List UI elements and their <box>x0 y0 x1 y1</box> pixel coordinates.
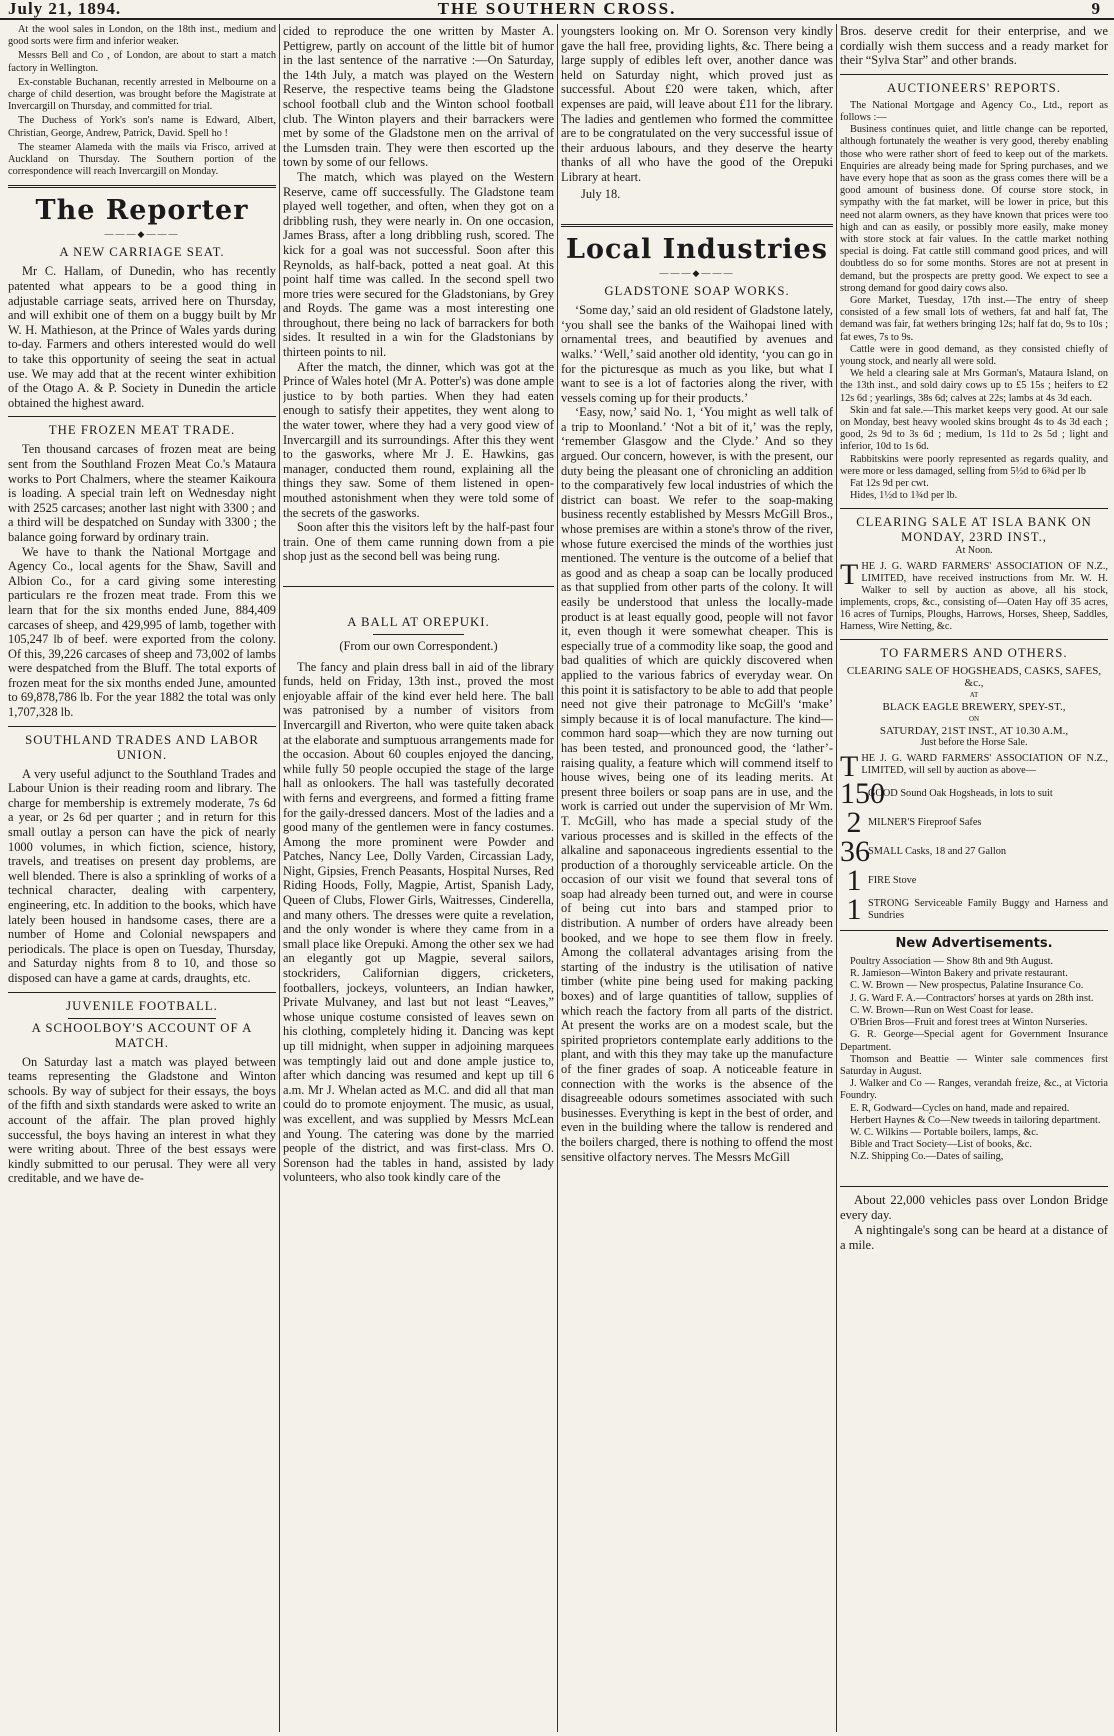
article-paragraph: Bros. deserve credit for their enterprise, and we cordially wish them success and a ready market for their “Sylva Star” and other brands. <box>840 24 1108 68</box>
bulletin: The steamer Alameda with the mails via Frisco, arrived at Auckland on Thursday. The Southern portion of the correspondence will reach Invercargill on Monday. <box>8 141 276 178</box>
divider <box>840 508 1108 509</box>
article-heading: A NEW CARRIAGE SEAT. <box>59 245 225 260</box>
column-rule <box>557 24 558 1732</box>
article-paragraph: After the match, the dinner, which was got at the Prince of Wales hotel (Mr A. Potter's) was done ample justice to by both parties. When they had eaten enough to satisfy their appetites, they went along to the water tower, where they had a very good view of Invercargill and its surroundings. After this they went to the gasworks, where Mr J. E. Hawkins, gas manager, conducted them round, explaining all the things they saw. Some of them listened in open-mouthed astonishment when they were told some of the secrets of the gasworks. <box>283 359 554 520</box>
report-paragraph: Hides, 1½d to 1¾d per lb. <box>850 490 958 502</box>
divider <box>373 634 464 635</box>
ad-item: Bible and Tract Society—List of books, &c. <box>850 1139 1032 1151</box>
article-heading: SOUTHLAND TRADES AND LABOR UNION. <box>25 732 259 762</box>
divider <box>840 1186 1108 1187</box>
lot-qty: 1 <box>846 893 862 927</box>
ad-item: C. W. Brown—Run on West Coast for lease. <box>850 1004 1034 1016</box>
bulletin: The Duchess of York's son's name is Edward, Albert, Christian, George, Andrew, Patrick, David. Spell ho ! <box>8 115 276 139</box>
divider <box>8 416 276 417</box>
lot-desc: SMALL Casks, 18 and 27 Gallon <box>868 846 1007 858</box>
column-rule <box>836 24 837 1732</box>
notice-note: Just before the Horse Sale. <box>920 737 1028 749</box>
report-paragraph: Gore Market, Tuesday, 17th inst.—The entry of sheep consisted of a few small lots of wethers, fat and half fat, The demand was fair, fat wethers bringing 12s; half fat do, 9s to 10s ; fat ewes, 7s to 9s. <box>840 295 1108 343</box>
article-subheading: A SCHOOLBOY'S ACCOUNT OF A MATCH. <box>31 1020 253 1050</box>
lot-qty: 150 <box>840 777 885 811</box>
divider <box>8 185 276 188</box>
notice-text: HE J. G. WARD FARMERS' ASSOCIATION OF N.Z., LIMITED, will sell by auction as above— <box>861 753 1108 777</box>
column-2 <box>283 24 554 1732</box>
lot-desc: STRONG Serviceable Family Buggy and Harness and Sundries <box>868 898 1108 922</box>
newspaper-title: THE SOUTHERN CROSS. <box>437 0 677 18</box>
lot-item <box>840 893 1108 927</box>
notice-on: ON <box>968 715 980 724</box>
filler-item: A nightingale's song can be heard at a distance of a mile. <box>840 1222 1108 1252</box>
column-4 <box>840 24 1108 1732</box>
correspondent-line: (From our own Correspondent.) <box>339 638 498 653</box>
lot-qty: 36 <box>840 835 870 869</box>
notice-time: At Noon. <box>955 545 993 557</box>
bulletin: At the wool sales in London, on the 18th inst., medium and good sorts were firm and inferior weaker. <box>8 24 276 48</box>
article-heading: GLADSTONE SOAP WORKS. <box>604 284 790 299</box>
report-paragraph: Skin and fat sale.—This market keeps very good. At our sale on Monday, best heavy wooled skins brought 4s to 4s 3d each ; good, 2s 9d to 3s 6d ; medium, 1s 11d to 2s 5d ; light and inferior, 10d to 1s 6d. <box>840 404 1108 453</box>
new-ads-heading: New Advertisements. <box>895 936 1053 952</box>
article-heading: THE FROZEN MEAT TRADE. <box>48 423 236 438</box>
report-paragraph: Business continues quiet, and little change can be reported, although fortunately the weather is very good, thereby enabling those who were rather short of feed to keep out of the markets. Enquiries are already being made for Spring purchases, and we have every hope that as soon as the grass comes there will be a good amount of business done. Of course store stock, in sympathy with the fat market, will be lower in price, but this need not alarm owners, as they have known that prices were too high and can as easily, or possibly more easily, make money with store stock at fair values. In the cattle market nothing special is doing. Fat cattle still command good prices, and will doubtless do so for some months. Stores are not at present in demand, but the prospects are pretty good. We expect to see a strong demand for good dairy cows also. <box>840 124 1108 294</box>
report-paragraph: Rabbitskins were poorly represented as regards quality, and were more or less damaged, selling from 5½d to 6¾d per lb <box>840 453 1108 477</box>
filler-items <box>840 1193 1108 1253</box>
divider <box>561 224 833 227</box>
report-paragraph: The National Mortgage and Agency Co., Ltd., report as follows :— <box>840 99 1108 123</box>
lot-qty: 1 <box>846 864 862 898</box>
filler-item: About 22,000 vehicles pass over London Bridge every day. <box>840 1192 1108 1222</box>
lot-item <box>840 806 1108 840</box>
masthead <box>0 0 1114 20</box>
article-heading: A BALL AT OREPUKI. <box>347 614 490 629</box>
lot-item <box>840 777 1108 811</box>
article-paragraph: Soon after this the visitors left by the half-past four train. One of them came running down from a pie shop just as the second bell was being rung. <box>283 520 554 564</box>
lot-desc: MILNER'S Fireproof Safes <box>868 817 982 829</box>
column-3 <box>561 24 833 1732</box>
column-rule <box>279 24 280 1732</box>
article-paragraph: The fancy and plain dress ball in aid of the library funds, held on Friday, 13th inst., proved the most enjoyable affair of the kind ever held here. The ball was patronised by a number of visitors from Invercargill and Riverton, who were quite taken aback at the elaborate and sumptuous arrangements made for the occasion. About 60 couples enjoyed the dancing, while fully 50 people occupied the stage of the large hall as onlookers. The hall was tastefully decorated with ferns and evergreens, and formed a fitting frame for the gaily-dressed dancers. Most of the ladies and a good many of the gentlemen were in fancy costumes. Among the more prominent were Powder and Patches, Nancy Lee, Dolly Varden, Circassian Lady, Night, Gipsies, French Peasants, Hospital Nurses, Red Riding Hoods, Folly, Magpie, Artist, Spanish Lady, Queen of Clubs, Flower Girls, Waitresses, Cinderella, and many others. The dresses were quite a revelation, and the only wonder is where they came from in a small place like Orepuki. Among the other sex we had an elegantly got up Magpie, several sailors, stockriders, Californian diggers, cricketers, footballers, jockeys, volunteers, an Indian hawker, Private Mulvaney, and last but not least “Leaves,” whose unique costume consisted of leaves sewn on his clothing, completely hiding it. Dancing was kept up till midnight, when supper in adjoining marquees was temptingly laid out and done ample justice to, after which dancing was resumed and kept up till 6 a.m. Mr J. Whelan acted as M.C. and did all that man could do to promote enjoyment. The music, as usual, was excellent, and was supplied by Messrs McLean and Young. The catering was done by the married people of the district, and was first-class. Mrs O. Sorenson had the tables in hand, assisted by lady volunteers, who also took kindly care of the <box>283 659 554 1185</box>
article-paragraph: youngsters looking on. Mr O. Sorenson very kindly gave the hall free, providing lights, &c. There being a large supply of edibles left over, another dance was held on Saturday night, which proved just as successful. About £20 were taken, which, after expenses are paid, will leave about £11 for the library. The ladies and gentlemen who formed the committee are to be congratulated on the very successful issue of their arduous labours, and they deserve the hearty thanks of all who have the good of the Orepuki Library at heart. <box>561 24 833 184</box>
notice-text: HE J. G. WARD FARMERS' ASSOCIATION OF N.Z., LIMITED, have received instructions from Mr. W. H. Walker to sell by auction as above, all his stock, implements, crops, &c., consisting of—Oaten Hay off 35 acres, 16 acres of Turnips, Ploughs, Harrows, Horses, Sheep, Saddles, Harness, Wire Netting, &c. <box>840 561 1108 633</box>
ad-item: W. C. Wilkins — Portable boilers, lamps, &c. <box>850 1126 1039 1138</box>
article-paragraph: A very useful adjunct to the Southland Trades and Labour Union is their reading room and library. The charge for membership is extremely moderate, 7s 6d a year, or 2s 6d per quarter ; and in return for this small outlay a person can have the pick of nearly 1000 volumes, in which fiction, science, history, travels, and treatises on present day problems, are well blended. There is also a sprinkling of works of a technical character, dealing with carpentery, engineering, etc. In addition to the books, which have lately been housed in handsome cases, there are a number of Home and Colonial newspapers and periodicals. The place is open on Tuesday, Thursday, and Saturday nights from 8 to 10, and those so disposed can have a game at cards, draughts, etc. <box>8 766 276 985</box>
lot-item <box>840 835 1108 869</box>
section-title-local-industries: Local Industries <box>566 234 828 266</box>
article-heading: TO FARMERS AND OTHERS. <box>880 646 1068 661</box>
article-heading: JUVENILE FOOTBALL. <box>66 998 218 1013</box>
ad-item: Thomson and Beattie — Winter sale commences first Saturday in August. <box>840 1053 1108 1077</box>
ad-item: Herbert Haynes & Co—New tweeds in tailoring department. <box>850 1114 1101 1126</box>
report-paragraph: Cattle were in good demand, as they consisted chiefly of young stock, and nearly all were sold. <box>840 343 1108 368</box>
spacer <box>840 1164 1108 1180</box>
article-paragraph: ‘Some day,’ said an old resident of Gladstone lately, ‘you shall see the banks of the Waihopai lined with ornamental trees, and beautified by avenues and walks.’ ‘Well,’ said another old identity, ‘you can go in for the picturesque as much as you like, but what I want to see is a lot of factories along the river, with vessels coming up for their products.’ <box>561 303 833 405</box>
issue-date: July 21, 1894. <box>8 0 122 18</box>
ad-item: E. R, Godward—Cycles on hand, made and repaired. <box>850 1102 1070 1114</box>
section-title-reporter: The Reporter <box>35 195 249 227</box>
ornament-divider: ———◆——— <box>104 229 180 240</box>
article-dateline: July 18. <box>581 186 621 201</box>
article-paragraph: ‘Easy, now,’ said No. 1, ‘You might as well talk of a trip to Moonland.’ ‘Not a bit of it,’ was the reply, ‘remember Glasgow and the Clyde.’ And so they argued. Our concern, however, is with the present, our duty being the pleasant one of chronicling an addition to the comparatively few local industries of which the district can boast. We refer to the soap-making business recently established by Messrs McGill Bros., whose premises are within a stone's throw of the river, whose future exercised the minds of the worthies just mentioned. The venture is the outcome of a belief that as good and as cheap a soap can be locally produced as that supplied from other parts of the colony. It will easily be understood that unless the locally-made product is at least equally good, people will not favor it, even though it were somewhat cheaper. This is especially true of a commodity like soap, the good and bad qualities of which are quickly discovered when applied to the various fabrics of everyday wear. On this point it is satisfactory to be able to add that people need not give their patronage to McGill's ‘make’ simply because it is of local manufacture. The kind—common hard soap—which they are now turning out has been tested, and pronounced good, the ‘lather’-raising quality, a feature which will commend itself to house wives, being one of its leading merits. At present three boilers or soap pans are in use, and the work is carried out under the supervision of Mr Wm. T. McGill, who has made a special study of the various processes and is skilled in the effects of the alkaline and saponaceous ingredients essential to the production of a thoroughly serviceable article. On the occasion of our visit we found that several tons of soap had already been turned out, and were in course of being cut into bars and stamped prior to distribution. A number of orders have already been booked, and we hope to see them flow in freely. Among the collateral advantages arising from the starting of the industry is the utilisation of native timber (white pine being used for making packing boxes) and of large quantities of tallow, supplies of which reach the factory from all parts of the district. At present the works are on a modest scale, but the spirited proprietors contemplate early additions to the plant, and with this they may take up the manufacture of the finer grades of soap. A noticeable feature in connection with the works is the absence of the disagreeable odours sometimes associated with such businesses. Everything is kept in the best of order, and even in the building where the tallow is rendered and the boilers charged, there is nothing to offend the most sensitive olfactory nerves. The Messrs McGill <box>561 405 833 1164</box>
ad-item: O'Brien Bros—Fruit and forest trees at Winton Nurseries. <box>850 1017 1088 1029</box>
notice-at: AT <box>969 691 979 700</box>
spacer <box>283 564 554 580</box>
lot-desc: FIRE Stove <box>868 875 917 887</box>
article-paragraph: cided to reproduce the one written by Master A. Pettigrew, partly on account of the little bit of humor in the last sentence of the narrative :—On Saturday, the 14th July, a match was played on the Western Reserve, the respective teams being the Gladstone school football club and the Winton school football club. The Winton players and their barrackers were met by some of the Gladstone men on the arrival of the Lumsden train. They were then escorted up the town by some of our fellows. <box>283 24 554 170</box>
notice-date: SATURDAY, 21ST INST., AT 10.30 A.M., <box>879 725 1069 738</box>
lot-list <box>840 777 1108 927</box>
ad-item: J. Walker and Co — Ranges, verandah freize, &c., at Victoria Foundry. <box>840 1078 1108 1102</box>
article-paragraph: The match, which was played on the Western Reserve, came off successfully. The Gladstone team played well together, and often, when they got on a dribbling rush, they were nearly in. On one occasion, James Brass, after a long dribbling rush, scored. The kick for a goal was not successful. Soon after this Reynolds, as half-back, potted a neat goal. At this point half time was called. In the second spell two more tries were secured for the Gladstonians, by Grey and Royds. The game was a most interesting one throughout, there being no lack of barrackers for both sides. It resulted in a win for the Gladstonians by thirteen points to nil. <box>283 169 554 360</box>
divider <box>840 74 1108 75</box>
lot-desc: GOOD Sound Oak Hogsheads, in lots to suit <box>868 788 1053 800</box>
ad-item: R. Jamieson—Winton Bakery and private restaurant. <box>850 968 1068 980</box>
ad-item: Poultry Association — Show 8th and 9th August. <box>850 956 1054 968</box>
divider <box>840 639 1108 640</box>
bulletin: Messrs Bell and Co , of London, are about to start a match factory in Wellington. <box>8 50 276 74</box>
column-1 <box>8 24 276 1732</box>
spacer <box>283 593 554 609</box>
divider <box>840 930 1108 931</box>
ad-item: G. R. George—Special agent for Government Insurance Department. <box>840 1029 1108 1053</box>
notice-title: CLEARING SALE OF HOGSHEADS, CASKS, SAFES, &c., <box>846 665 1102 690</box>
article-paragraph: Mr C. Hallam, of Dunedin, who has recently patented what appears to be a good thing in adjustable carriage seats, arrived here on Thursday, and will exhibit one of them on a buggy built by Mr W. H. Mathieson, at the Prince of Wales yards during to-day. Farmers and others interested would do well to take this opportunity of seeing the seat in actual use. We may add that at the recent winter exhibition of the Otago A. & P. Society in Dunedin the article obtained the highest award. <box>8 264 276 410</box>
clearing-sale-notice <box>840 515 1108 633</box>
notice-body <box>840 750 1108 784</box>
drop-cap: T <box>840 558 859 592</box>
ornament-divider: ———◆——— <box>659 268 735 279</box>
divider <box>8 726 276 727</box>
report-paragraph: Fat 12s 9d per cwt. <box>850 478 929 490</box>
article-heading: AUCTIONEERS' REPORTS. <box>887 80 1061 95</box>
spacer <box>561 201 833 217</box>
news-bulletins <box>8 24 276 178</box>
bulletin: Ex-constable Buchanan, recently arrested in Melbourne on a charge of child desertion, was brought before the Magistrate at Invercargill on Thursday, and committed for trial. <box>8 76 276 113</box>
article-paragraph: We have to thank the National Mortgage and Agency Co., local agents for the Shaw, Savill and Albion Co., for a card giving some interesting particulars re the frozen meat trade. From this we learn that for the six months ended June, 884,409 carcases of sheep, and 429,995 of lamb, together with 105,247 lb of beef. were exported from the colony. Of this, 39,226 carcases of sheep and 73,002 of lambs were despatched from the Bluff. The total exports of frozen meat for the six months ended June, amounted to 69,878,786 lb. For the year 1882 the total was only 1,707,328 lb. <box>8 544 276 720</box>
notice-title: CLEARING SALE AT ISLA BANK ON MONDAY, 23RD INST., <box>856 515 1092 545</box>
divider <box>8 992 276 993</box>
divider <box>283 586 554 587</box>
notice-body <box>840 558 1108 633</box>
report-paragraph: We held a clearing sale at Mrs Gorman's, Mataura Island, on the 13th inst., and sold dairy cows up to £5 15s ; heifers to £2 12s 6d ; yearlings, 38s 6d; calves at 22s; lambs at 4s 3d each. <box>840 368 1108 404</box>
notice-venue: BLACK EAGLE BREWERY, SPEY-ST., <box>882 701 1066 714</box>
drop-cap: T <box>840 750 859 784</box>
ad-item: N.Z. Shipping Co.—Dates of sailing, <box>850 1151 1004 1163</box>
lot-item <box>840 864 1108 898</box>
page-number: 9 <box>1091 0 1100 18</box>
ad-item: J. G. Ward F. A.—Contractors' horses at yards on 28th inst. <box>850 992 1094 1004</box>
hogsheads-sale-notice <box>840 646 1108 927</box>
article-paragraph: On Saturday last a match was played between teams representing the Gladstone and Winton schools. By way of subject for their essays, the boys of the fifth and sixth standards were asked to write an account of the affair. The plan proved highly successful, the boys having an interest in what they were writing about. Three of the best essays were kindly submitted to our perusal. They were all very creditable, and we have de- <box>8 1054 276 1186</box>
lot-qty: 2 <box>846 806 862 840</box>
article-paragraph: Ten thousand carcases of frozen meat are being sent from the Southland Frozen Meat Co.'s Mataura works to Port Chalmers, where the steamer Kaikoura is loading. A special train left on Wednesday night with 2525 carcases; another last night with 3300 ; and a third will be despatched on Sunday with 3300 ; the balance going forward by ordinary train. <box>8 442 276 544</box>
divider <box>68 1018 216 1019</box>
new-advertisements <box>840 937 1108 1163</box>
ad-item: C. W. Brown — New prospectus, Palatine Insurance Co. <box>850 980 1084 992</box>
